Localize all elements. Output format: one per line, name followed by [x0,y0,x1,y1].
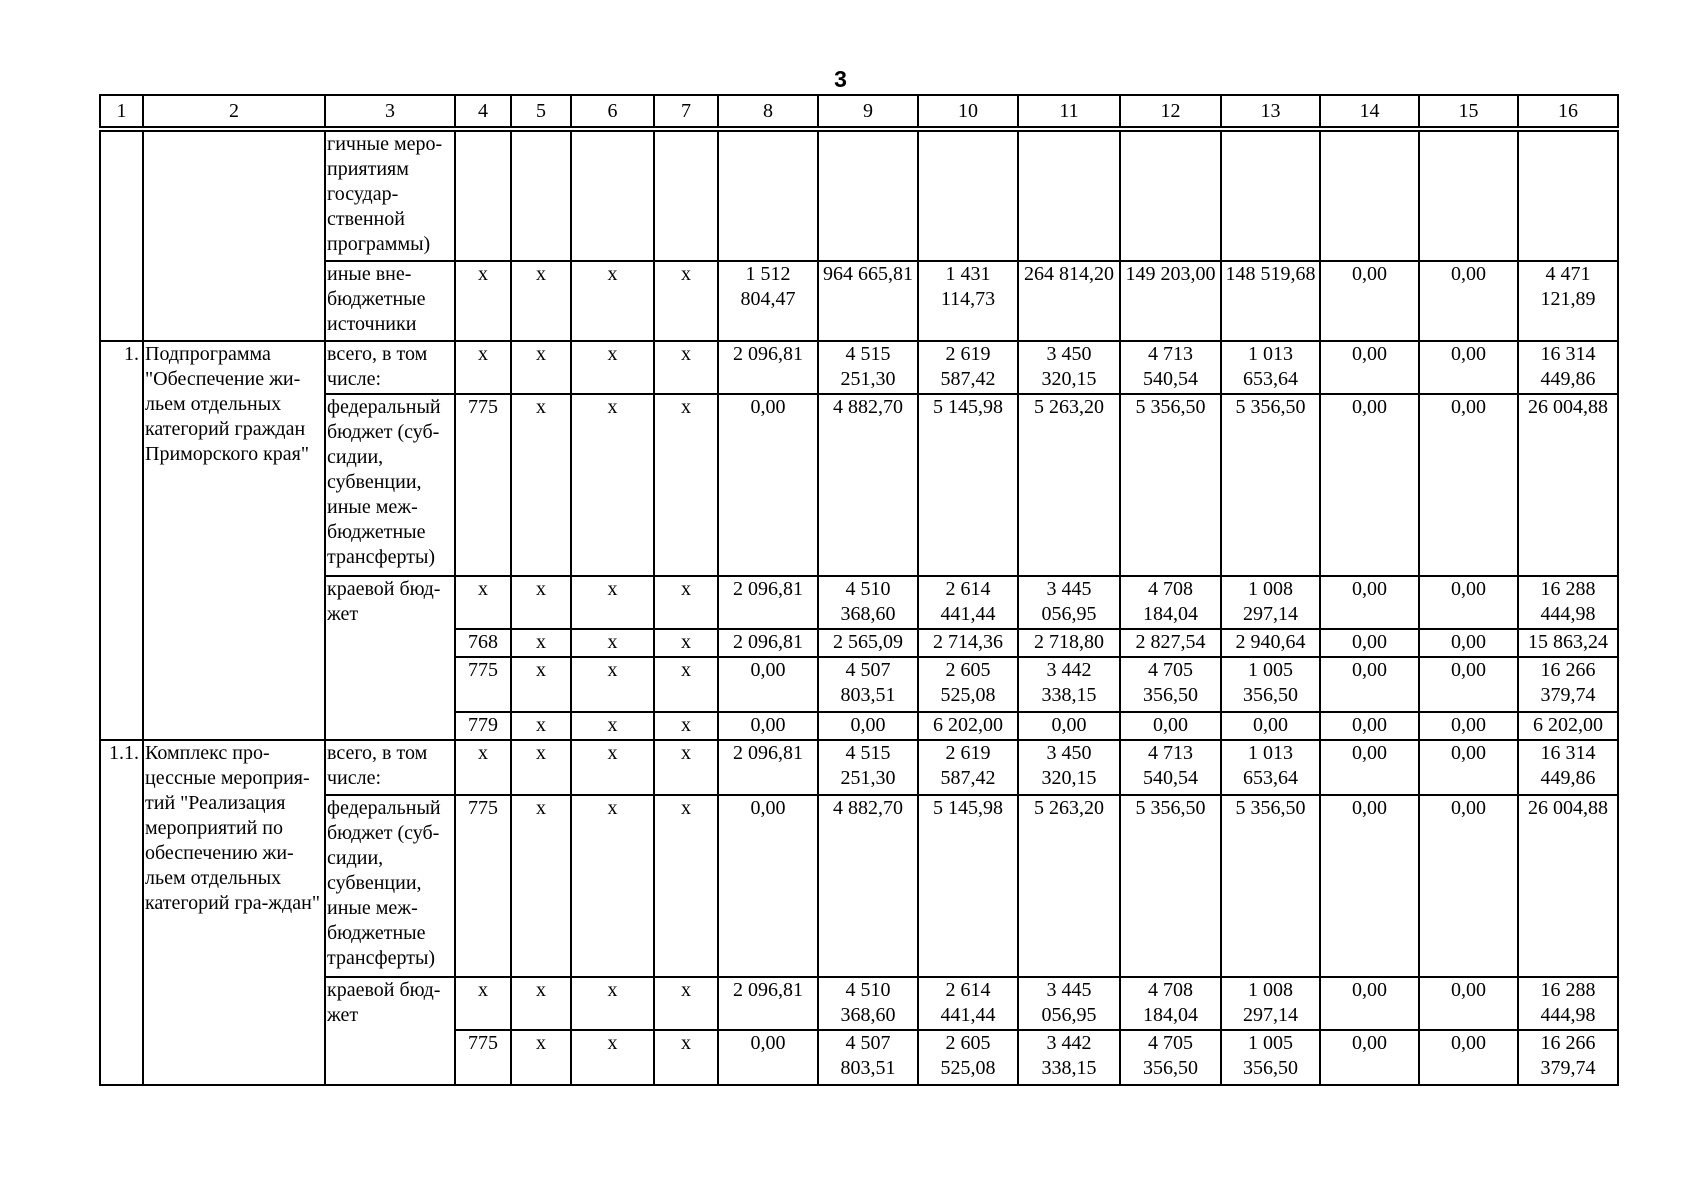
cell: x [571,1030,654,1085]
value-cell: 0,00 [1320,1030,1419,1085]
value-cell: 0,00 [1419,740,1518,795]
value-cell: 0,00 [1320,977,1419,1030]
cell: x [511,1030,571,1085]
cell: x [511,394,571,576]
header-col-7: 7 [654,95,718,127]
value-cell: 0,00 [1419,712,1518,740]
value-cell: 2 614 441,44 [918,977,1018,1030]
value-cell: 4 515 251,30 [818,341,918,394]
header-col-3: 3 [325,95,455,127]
value-cell: 0,00 [1320,712,1419,740]
cell: 775 [455,1030,511,1085]
cell: x [571,394,654,576]
value-cell: 3 442 338,15 [1018,657,1120,712]
cell: x [455,977,511,1030]
value-cell: 1 431 114,73 [918,261,1018,341]
value-cell: 1 008 297,14 [1221,576,1320,629]
value-cell: 0,00 [1320,657,1419,712]
cell: x [571,977,654,1030]
value-cell: 0,00 [718,712,818,740]
cell: x [654,576,718,629]
cell: x [511,712,571,740]
value-cell: 1 008 297,14 [1221,977,1320,1030]
cell [1018,131,1120,261]
value-cell: 3 442 338,15 [1018,1030,1120,1085]
value-cell: 4 882,70 [818,795,918,977]
cell [818,131,918,261]
cell [1320,131,1419,261]
cell: 779 [455,712,511,740]
value-cell: 4 507 803,51 [818,1030,918,1085]
value-cell: 5 356,50 [1221,394,1320,576]
value-cell: 0,00 [718,657,818,712]
value-cell: 4 510 368,60 [818,977,918,1030]
cell: x [654,341,718,394]
value-cell: 0,00 [1419,261,1518,341]
value-cell: 2 619 587,42 [918,740,1018,795]
cell [100,131,143,341]
program-name: Подпрограмма "Обеспечение жи-льем отдельных категорий граждан Приморского края" [143,341,325,740]
header-col-13: 13 [1221,95,1320,127]
table-row [100,795,1618,977]
cell: x [511,629,571,657]
value-cell: 964 665,81 [818,261,918,341]
cell: x [455,740,511,795]
header-col-14: 14 [1320,95,1419,127]
cell: x [654,977,718,1030]
header-col-6: 6 [571,95,654,127]
value-cell: 4 515 251,30 [818,740,918,795]
value-cell: 2 714,36 [918,629,1018,657]
header-col-16: 16 [1518,95,1618,127]
value-cell: 4 705 356,50 [1120,657,1221,712]
cell: x [511,740,571,795]
source-cell: федеральный бюджет (суб-сидии, субвенции, иные меж-бюджетные трансферты) [325,394,455,576]
cell [718,131,818,261]
cell [654,131,718,261]
cell: x [571,341,654,394]
value-cell: 4 708 184,04 [1120,576,1221,629]
value-cell: 0,00 [1419,394,1518,576]
row-number: 1. [100,341,143,740]
value-cell: 4 708 184,04 [1120,977,1221,1030]
cell: x [654,657,718,712]
value-cell: 0,00 [718,1030,818,1085]
cell: x [654,394,718,576]
value-cell: 4 705 356,50 [1120,1030,1221,1085]
table-row [100,131,1618,261]
value-cell: 2 605 525,08 [918,657,1018,712]
cell: x [571,261,654,341]
value-cell: 6 202,00 [918,712,1018,740]
page-number: 3 [834,66,847,92]
table-row [100,261,1618,341]
program-name: Комплекс про-цессные мероприя-тий "Реализация мероприятий по обеспечению жи-льем отдельных категорий гра-ждан" [143,740,325,1085]
cell: x [511,261,571,341]
value-cell: 5 356,50 [1221,795,1320,977]
table-row [100,977,1618,1030]
cell: 775 [455,394,511,576]
cell: x [571,795,654,977]
value-cell: 2 096,81 [718,977,818,1030]
cell: 768 [455,629,511,657]
header-col-5: 5 [511,95,571,127]
value-cell: 1 013 653,64 [1221,740,1320,795]
cell: x [455,341,511,394]
cell: 775 [455,795,511,977]
column-number-header [99,94,1619,128]
value-cell: 1 013 653,64 [1221,341,1320,394]
source-cell: всего, в том числе: [325,740,455,795]
value-cell: 2 718,80 [1018,629,1120,657]
header-col-8: 8 [718,95,818,127]
value-cell: 0,00 [1419,629,1518,657]
source-cell: федеральный бюджет (суб-сидии, субвенции, иные меж-бюджетные трансферты) [325,795,455,977]
cell: x [571,629,654,657]
table-row [100,394,1618,576]
value-cell: 2 565,09 [818,629,918,657]
value-cell: 0,00 [1320,261,1419,341]
value-cell: 4 507 803,51 [818,657,918,712]
value-cell: 2 940,64 [1221,629,1320,657]
value-cell: 149 203,00 [1120,261,1221,341]
value-cell: 2 605 525,08 [918,1030,1018,1085]
header-col-2: 2 [143,95,325,127]
value-cell: 0,00 [1320,576,1419,629]
cell [511,131,571,261]
cell: 775 [455,657,511,712]
value-cell: 0,00 [718,394,818,576]
total-cell: 16 314 449,86 [1518,341,1618,394]
cell: x [571,576,654,629]
cell: x [511,341,571,394]
value-cell: 0,00 [1320,341,1419,394]
header-col-15: 15 [1419,95,1518,127]
cell: x [571,740,654,795]
value-cell: 264 814,20 [1018,261,1120,341]
total-cell: 15 863,24 [1518,629,1618,657]
cell [1518,131,1618,261]
header-col-1: 1 [100,95,143,127]
value-cell: 2 096,81 [718,740,818,795]
value-cell: 4 510 368,60 [818,576,918,629]
total-cell: 16 314 449,86 [1518,740,1618,795]
value-cell: 0,00 [1320,629,1419,657]
value-cell: 0,00 [1320,740,1419,795]
value-cell: 0,00 [1221,712,1320,740]
cell: x [511,657,571,712]
value-cell: 2 096,81 [718,576,818,629]
total-cell: 6 202,00 [1518,712,1618,740]
value-cell: 0,00 [1419,576,1518,629]
cell: x [511,576,571,629]
value-cell: 5 356,50 [1120,795,1221,977]
header-col-9: 9 [818,95,918,127]
value-cell: 5 263,20 [1018,795,1120,977]
cell [455,131,511,261]
table-row [100,740,1618,795]
total-cell: 16 266 379,74 [1518,657,1618,712]
value-cell: 0,00 [1320,795,1419,977]
value-cell: 5 263,20 [1018,394,1120,576]
cell [1120,131,1221,261]
value-cell: 0,00 [1419,795,1518,977]
cell [1221,131,1320,261]
cell: x [654,1030,718,1085]
cell: x [571,712,654,740]
value-cell: 2 614 441,44 [918,576,1018,629]
cell: x [654,629,718,657]
header-col-4: 4 [455,95,511,127]
value-cell: 0,00 [1419,1030,1518,1085]
cell [918,131,1018,261]
cell: x [455,576,511,629]
cell: x [654,740,718,795]
header-col-10: 10 [918,95,1018,127]
cell [1419,131,1518,261]
cell: x [455,261,511,341]
value-cell: 148 519,68 [1221,261,1320,341]
value-cell: 5 145,98 [918,795,1018,977]
value-cell: 0,00 [1419,657,1518,712]
source-cell: всего, в том числе: [325,341,455,394]
total-cell: 26 004,88 [1518,394,1618,576]
row-number: 1.1. [100,740,143,1085]
header-col-12: 12 [1120,95,1221,127]
value-cell: 0,00 [718,795,818,977]
cell: x [571,657,654,712]
value-cell: 3 445 056,95 [1018,576,1120,629]
table-row [100,341,1618,394]
header-row [100,95,1618,127]
cell: x [511,795,571,977]
source-cell: краевой бюд-жет [325,576,455,740]
value-cell: 2 619 587,42 [918,341,1018,394]
cell [143,131,325,341]
cell: x [511,977,571,1030]
value-cell: 2 827,54 [1120,629,1221,657]
value-cell: 0,00 [1018,712,1120,740]
total-cell: 16 288 444,98 [1518,576,1618,629]
total-cell: 16 266 379,74 [1518,1030,1618,1085]
value-cell: 1 512 804,47 [718,261,818,341]
cell: x [654,795,718,977]
value-cell: 3 450 320,15 [1018,341,1120,394]
cell [571,131,654,261]
source-cell: гичные меро-приятиям государ-ственной программы) [325,131,455,261]
value-cell: 0,00 [1120,712,1221,740]
value-cell: 2 096,81 [718,341,818,394]
value-cell: 0,00 [1320,394,1419,576]
source-cell: краевой бюд-жет [325,977,455,1085]
value-cell: 0,00 [1419,977,1518,1030]
value-cell: 0,00 [818,712,918,740]
value-cell: 4 713 540,54 [1120,341,1221,394]
value-cell: 5 356,50 [1120,394,1221,576]
value-cell: 1 005 356,50 [1221,1030,1320,1085]
value-cell: 1 005 356,50 [1221,657,1320,712]
total-cell: 4 471 121,89 [1518,261,1618,341]
value-cell: 2 096,81 [718,629,818,657]
total-cell: 16 288 444,98 [1518,977,1618,1030]
value-cell: 4 713 540,54 [1120,740,1221,795]
value-cell: 4 882,70 [818,394,918,576]
source-cell: иные вне-бюджетные источники [325,261,455,341]
total-cell: 26 004,88 [1518,795,1618,977]
value-cell: 3 445 056,95 [1018,977,1120,1030]
value-cell: 3 450 320,15 [1018,740,1120,795]
budget-table [99,130,1619,1086]
table-row [100,576,1618,629]
value-cell: 0,00 [1419,341,1518,394]
header-col-11: 11 [1018,95,1120,127]
cell: x [654,712,718,740]
value-cell: 5 145,98 [918,394,1018,576]
cell: x [654,261,718,341]
